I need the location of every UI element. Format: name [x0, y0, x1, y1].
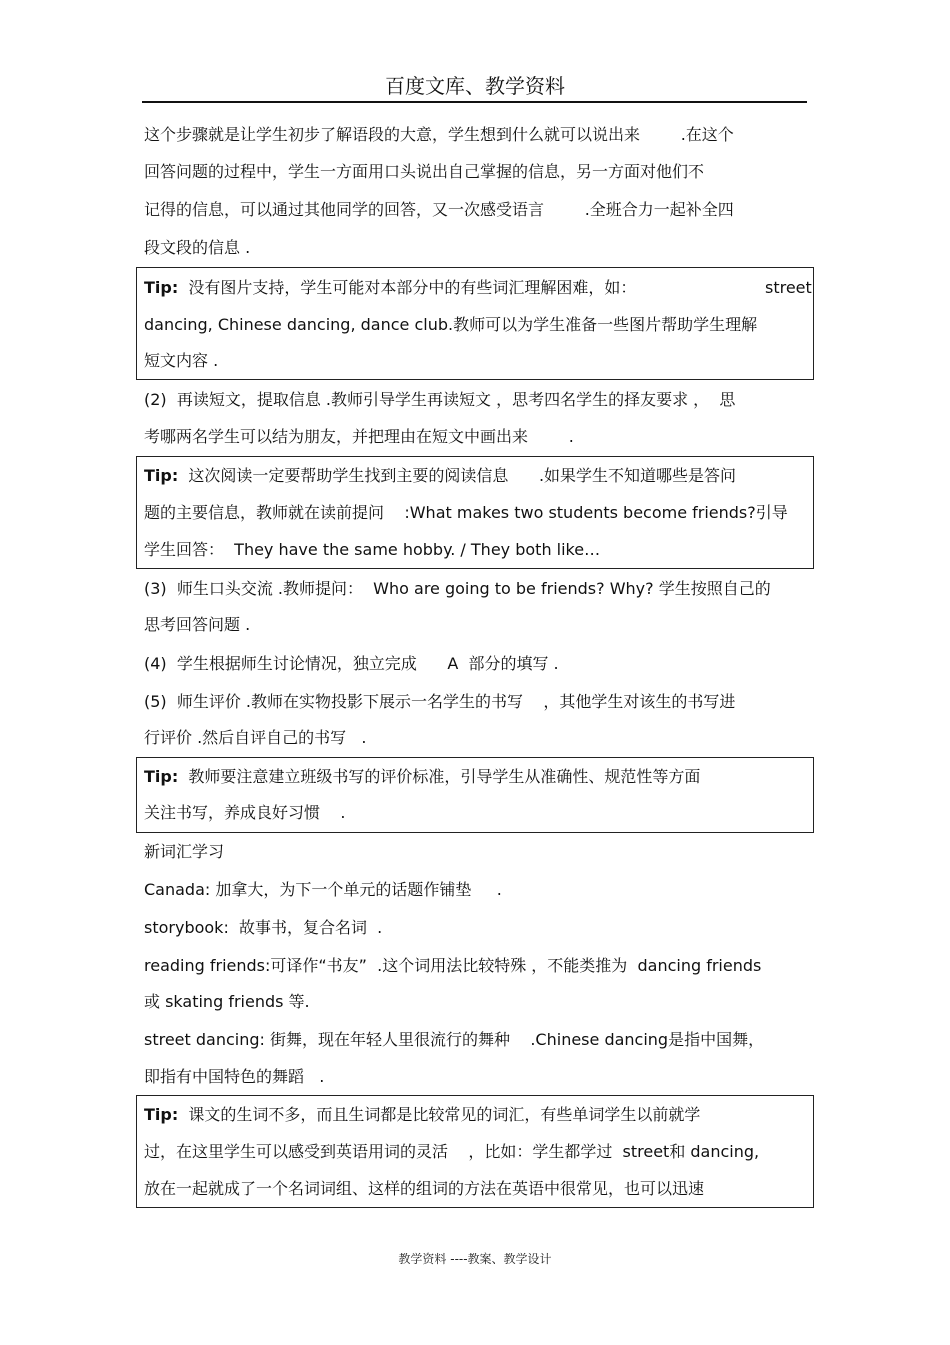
paragraph-line: 记得的信息，可以通过其他同学的回答，又一次感受语言 .全班合力一起补全四: [144, 200, 734, 219]
tip-label: Tip:: [144, 466, 179, 485]
tip-line: 题的主要信息，教师就在读前提问 :What makes two students become friends?引导: [144, 503, 788, 522]
page-header-title: 百度文库、教学资料: [385, 74, 565, 98]
vocab-line: 即指有中国特色的舞蹈 .: [144, 1067, 325, 1086]
tip-line: [144, 278, 636, 298]
vocab-heading: 新词汇学习: [144, 842, 225, 861]
tip-text: street: [765, 278, 812, 297]
step-line: 行评价 .然后自评自己的书写 .: [144, 728, 367, 747]
tip-line: 放在一起就成了一个名词词组、这样的组词的方法在英语中很常见，也可以迅速: [144, 1179, 705, 1198]
step-line: (4) 学生根据师生讨论情况，独立完成 A 部分的填写 .: [144, 654, 559, 673]
tip-line: dancing, Chinese dancing, dance club.教师可以为学生准备一些图片帮助学生理解: [144, 315, 758, 334]
tip-text: 教师要注意建立班级书写的评价标准，引导学生从准确性、规范性等方面: [188, 767, 701, 786]
step-line: (3) 师生口头交流 .教师提问： Who are going to be friends? Why? 学生按照自己的: [144, 579, 771, 598]
tip-label: Tip:: [144, 1105, 179, 1124]
tip-line: 过，在这里学生可以感受到英语用词的灵活 ，比如：学生都学过 street和 dancing,: [144, 1142, 760, 1161]
vocab-line: street dancing: 街舞，现在年轻人里很流行的舞种 .Chinese dancing是指中国舞，: [144, 1030, 765, 1049]
tip-text: 课文的生词不多，而且生词都是比较常见的词汇，有些单词学生以前就学: [188, 1105, 701, 1124]
vocab-line: Canada: 加拿大，为下一个单元的话题作铺垫 .: [144, 880, 502, 899]
paragraph-line: 回答问题的过程中，学生一方面用口头说出自己掌握的信息，另一方面对他们不: [144, 162, 705, 181]
tip-line: 关注书写，养成良好习惯 .: [144, 803, 346, 822]
step-line: (2) 再读短文，提取信息 .教师引导学生再读短文 ，思考四名学生的择友要求 ， 思: [144, 390, 736, 409]
step-line: 思考回答问题 .: [144, 615, 251, 634]
tip-line: 短文内容 .: [144, 351, 219, 370]
tip-text: 没有图片支持，学生可能对本部分中的有些词汇理解困难，如：: [188, 278, 637, 297]
tip-text: 这次阅读一定要帮助学生找到主要的阅读信息 .如果学生不知道哪些是答问: [188, 466, 737, 485]
paragraph-line: 段文段的信息 .: [144, 238, 251, 257]
paragraph-line: 这个步骤就是让学生初步了解语段的大意，学生想到什么就可以说出来 .在这个: [144, 125, 734, 144]
header-divider: [142, 101, 807, 103]
vocab-line: reading friends:可译作“书友” .这个词用法比较特殊 ，不能类推为 dancing friends: [144, 956, 762, 975]
tip-label: Tip:: [144, 767, 179, 786]
tip-line: [144, 466, 736, 486]
tip-line: 学生回答： They have the same hobby. / They both like…: [144, 540, 601, 559]
vocab-line: 或 skating friends 等.: [144, 992, 310, 1011]
page-footer: 教学资料 ----教案、教学设计: [398, 1252, 552, 1266]
step-line: (5) 师生评价 .教师在实物投影下展示一名学生的书写 ，其他学生对该生的书写进: [144, 692, 736, 711]
step-line: 考哪两名学生可以结为朋友，并把理由在短文中画出来 .: [144, 427, 574, 446]
tip-line: [144, 1105, 700, 1125]
tip-line: [144, 767, 700, 787]
vocab-line: storybook: 故事书，复合名词 .: [144, 918, 383, 937]
tip-label: Tip:: [144, 278, 179, 297]
